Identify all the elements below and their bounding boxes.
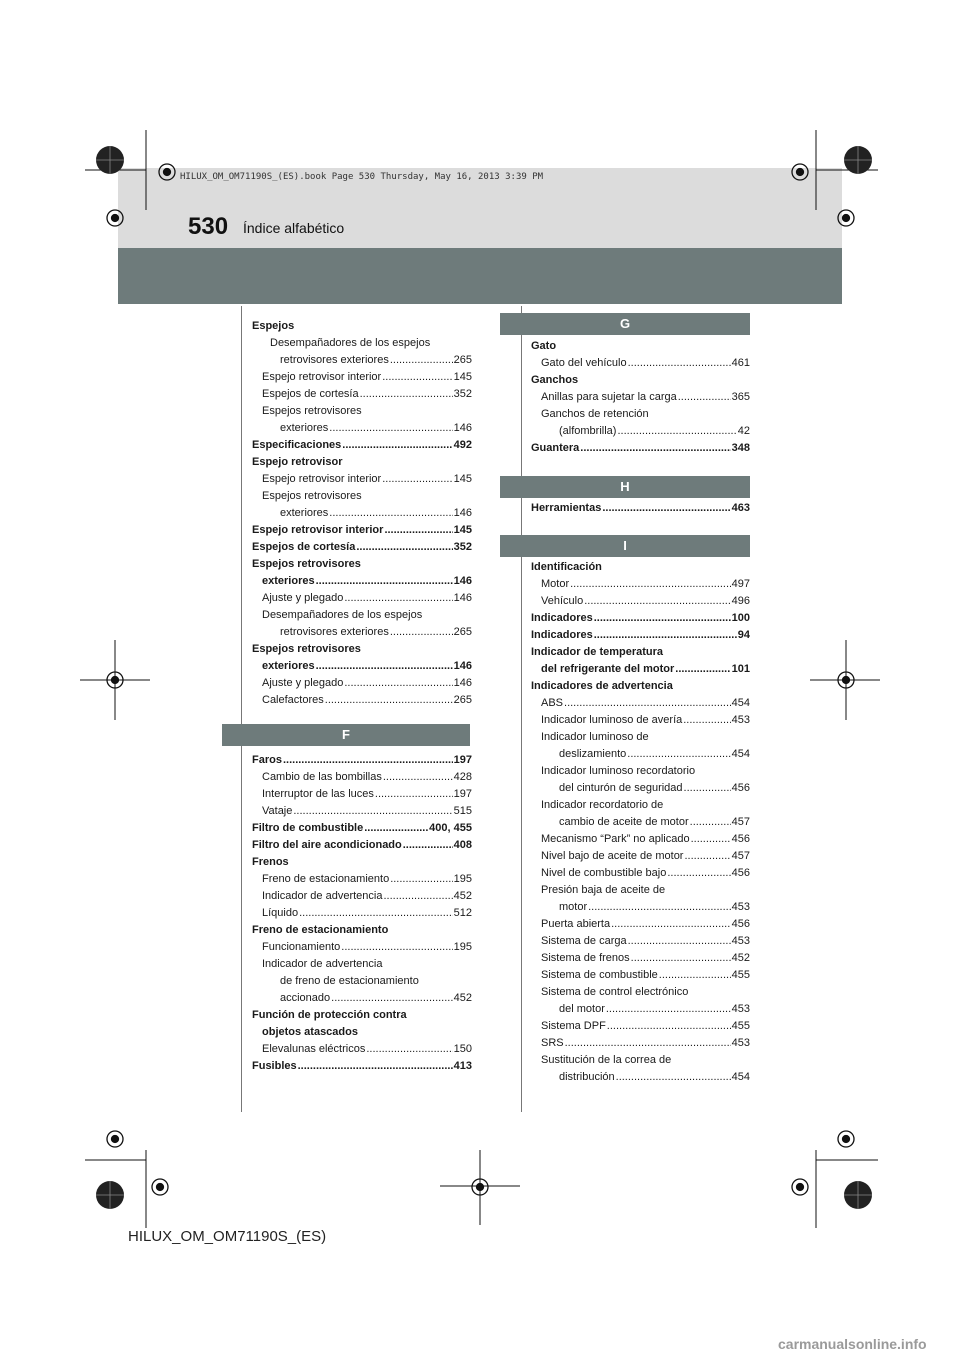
index-entry: objetos atascados xyxy=(262,1026,358,1038)
entry-page-ref: 146 xyxy=(453,422,472,434)
print-banner: HILUX_OM_OM71190S_(ES).book Page 530 Thursday, May 16, 2013 3:39 PM xyxy=(180,172,544,182)
entry-page-ref: 457 xyxy=(731,850,750,862)
index-entry: Ganchos xyxy=(531,374,579,386)
index-entry: Función de protección contra xyxy=(252,1009,407,1021)
entry-page-ref: 456 xyxy=(731,782,750,794)
entry-page-ref: 455 xyxy=(731,969,750,981)
entry-term: SRS xyxy=(541,1037,564,1049)
entry-page-ref: 454 xyxy=(731,748,750,760)
entry-page-ref: 457 xyxy=(731,816,750,828)
entry-page-ref: 497 xyxy=(731,578,750,590)
entry-term: Filtro del aire acondicionado xyxy=(252,839,402,851)
entry-page-ref: 352 xyxy=(453,388,472,400)
entry-term: Indicador luminoso de avería xyxy=(541,714,683,726)
entry-term: Indicadores xyxy=(531,629,593,641)
entry-term: Herramientas xyxy=(531,502,602,514)
index-entry: Indicador recordatorio de xyxy=(541,799,664,811)
entry-term: Nivel bajo de aceite de motor xyxy=(541,850,684,862)
entry-term: ABS xyxy=(541,697,564,709)
section-header-g: G xyxy=(500,313,750,335)
entry-term: Interruptor de las luces xyxy=(262,788,374,800)
index-entry: Espejos xyxy=(252,320,295,332)
entry-page-ref: 100 xyxy=(731,612,750,624)
entry-term: Espejo retrovisor interior xyxy=(262,371,382,383)
entry-term: Vataje xyxy=(262,805,293,817)
entry-page-ref: 145 xyxy=(453,473,472,485)
index-entry: Presión baja de aceite de xyxy=(541,884,666,896)
entry-term: Fusibles xyxy=(252,1060,297,1072)
entry-term: Sistema DPF xyxy=(541,1020,606,1032)
entry-page-ref: 101 xyxy=(731,663,750,675)
entry-page-ref: 492 xyxy=(453,439,472,451)
entry-term: Especificaciones xyxy=(252,439,342,451)
footer-doc-code: HILUX_OM_OM71190S_(ES) xyxy=(128,1228,327,1245)
entry-term: (alfombrilla) xyxy=(559,425,617,437)
entry-page-ref: 453 xyxy=(731,714,750,726)
entry-term: Freno de estacionamiento xyxy=(262,873,390,885)
index-entry: Desempañadores de los espejos xyxy=(262,609,423,621)
entry-term: exteriores xyxy=(280,507,329,519)
entry-term: Calefactores xyxy=(262,694,324,706)
entry-page-ref: 195 xyxy=(453,873,472,885)
entry-term: Faros xyxy=(252,754,282,766)
entry-page-ref: 456 xyxy=(731,867,750,879)
entry-term: Espejos de cortesía xyxy=(252,541,356,553)
entry-term: exteriores xyxy=(262,575,315,587)
entry-term: motor xyxy=(559,901,588,913)
entry-term: Nivel de combustible bajo xyxy=(541,867,667,879)
entry-page-ref: 454 xyxy=(731,1071,750,1083)
page-number: 530 xyxy=(188,213,229,240)
entry-term: exteriores xyxy=(262,660,315,672)
entry-page-ref: 452 xyxy=(453,890,472,902)
entry-term: del motor xyxy=(559,1003,605,1015)
index-entry: Ganchos de retención xyxy=(541,408,649,420)
index-entry: Espejos retrovisores xyxy=(252,558,361,570)
entry-term: accionado xyxy=(280,992,331,1004)
entry-term: Sistema de carga xyxy=(541,935,627,947)
index-entry: Sistema de control electrónico xyxy=(541,986,689,998)
index-entry: Espejo retrovisor xyxy=(252,456,343,468)
entry-page-ref: 461 xyxy=(731,357,750,369)
entry-page-ref: 463 xyxy=(731,502,750,514)
entry-term: Indicador de advertencia xyxy=(262,890,383,902)
entry-page-ref: 512 xyxy=(453,907,472,919)
entry-page-ref: 146 xyxy=(453,677,472,689)
entry-page-ref: 452 xyxy=(731,952,750,964)
entry-page-ref: 455 xyxy=(731,1020,750,1032)
index-entry: Identificación xyxy=(531,561,602,573)
entry-term: Funcionamiento xyxy=(262,941,341,953)
entry-page-ref: 197 xyxy=(453,788,472,800)
entry-page-ref: 453 xyxy=(731,935,750,947)
page-title: Índice alfabético xyxy=(243,220,345,236)
entry-page-ref: 413 xyxy=(453,1060,472,1072)
entry-page-ref: 265 xyxy=(453,694,472,706)
entry-page-ref: 456 xyxy=(731,918,750,930)
entry-term: del refrigerante del motor xyxy=(541,663,675,675)
entry-page-ref: 456 xyxy=(731,833,750,845)
entry-page-ref: 365 xyxy=(731,391,750,403)
index-entry: Indicador de temperatura xyxy=(531,646,664,658)
entry-page-ref: 515 xyxy=(453,805,472,817)
entry-page-ref: 150 xyxy=(453,1043,472,1055)
entry-page-ref: 146 xyxy=(453,660,472,672)
entry-page-ref: 408 xyxy=(453,839,472,851)
index-entry: Gato xyxy=(531,340,557,352)
index-entry: Indicador de advertencia xyxy=(262,958,383,970)
entry-term: exteriores xyxy=(280,422,329,434)
index-entry: Espejos retrovisores xyxy=(262,490,362,502)
index-entry: Indicador luminoso de xyxy=(541,731,649,743)
entry-term: Espejo retrovisor interior xyxy=(252,524,384,536)
index-entry: Indicador luminoso recordatorio xyxy=(541,765,696,777)
entry-term: Motor xyxy=(541,578,570,590)
section-header-h: H xyxy=(500,476,750,498)
entry-term: retrovisores exteriores xyxy=(280,626,389,638)
index-entry: Espejos retrovisores xyxy=(262,405,362,417)
entry-page-ref: 454 xyxy=(731,697,750,709)
entry-term: Puerta abierta xyxy=(541,918,611,930)
entry-term: Ajuste y plegado xyxy=(262,677,344,689)
entry-page-ref: 146 xyxy=(453,575,472,587)
entry-term: Anillas para sujetar la carga xyxy=(541,391,677,403)
entry-term: Cambio de las bombillas xyxy=(262,771,382,783)
entry-term: Mecanismo “Park” no aplicado xyxy=(541,833,690,845)
entry-page-ref: 146 xyxy=(453,507,472,519)
watermark: carmanualsonline.info xyxy=(778,1336,927,1352)
entry-page-ref: 265 xyxy=(453,626,472,638)
entry-page-ref: 453 xyxy=(731,901,750,913)
entry-page-ref: 452 xyxy=(453,992,472,1004)
index-entry: de freno de estacionamiento xyxy=(280,975,419,987)
index-entry: Frenos xyxy=(252,856,289,868)
entry-term: Espejo retrovisor interior xyxy=(262,473,382,485)
entry-term: Líquido xyxy=(262,907,299,919)
entry-term: retrovisores exteriores xyxy=(280,354,389,366)
index-entry: Freno de estacionamiento xyxy=(252,924,389,936)
entry-term: Indicadores xyxy=(531,612,593,624)
index-entry: Espejos retrovisores xyxy=(252,643,361,655)
entry-term: Vehículo xyxy=(541,595,584,607)
entry-term: Sistema de combustible xyxy=(541,969,658,981)
entry-page-ref: 265 xyxy=(453,354,472,366)
entry-page-ref: 453 xyxy=(731,1037,750,1049)
index-entry: Desempañadores de los espejos xyxy=(270,337,431,349)
entry-page-ref: 146 xyxy=(453,592,472,604)
entry-page-ref: 94 xyxy=(737,629,750,641)
entry-term: Guantera xyxy=(531,442,580,454)
entry-page-ref: 42 xyxy=(737,425,750,437)
entry-term: deslizamiento xyxy=(559,748,627,760)
entry-page-ref: 195 xyxy=(453,941,472,953)
index-entry: Sustitución de la correa de xyxy=(541,1054,672,1066)
entry-term: Gato del vehículo xyxy=(541,357,627,369)
entry-page-ref: 352 xyxy=(453,541,472,553)
index-entry: Indicadores de advertencia xyxy=(531,680,673,692)
entry-term: Espejos de cortesía xyxy=(262,388,359,400)
entry-term: Ajuste y plegado xyxy=(262,592,344,604)
entry-term: Sistema de frenos xyxy=(541,952,630,964)
entry-page-ref: 348 xyxy=(731,442,750,454)
section-header-i: I xyxy=(500,535,750,557)
entry-page-ref: 145 xyxy=(453,371,472,383)
entry-page-ref: 453 xyxy=(731,1003,750,1015)
entry-page-ref: 145 xyxy=(453,524,472,536)
entry-term: del cinturón de seguridad xyxy=(559,782,683,794)
entry-term: Filtro de combustible xyxy=(252,822,364,834)
entry-page-ref: 197 xyxy=(453,754,472,766)
entry-term: distribución xyxy=(559,1071,615,1083)
entry-page-ref: 400, 455 xyxy=(429,822,472,834)
entry-term: Elevalunas eléctricos xyxy=(262,1043,366,1055)
entry-page-ref: 428 xyxy=(453,771,472,783)
entry-page-ref: 496 xyxy=(731,595,750,607)
entry-term: cambio de aceite de motor xyxy=(559,816,689,828)
section-header-f: F xyxy=(222,724,470,746)
